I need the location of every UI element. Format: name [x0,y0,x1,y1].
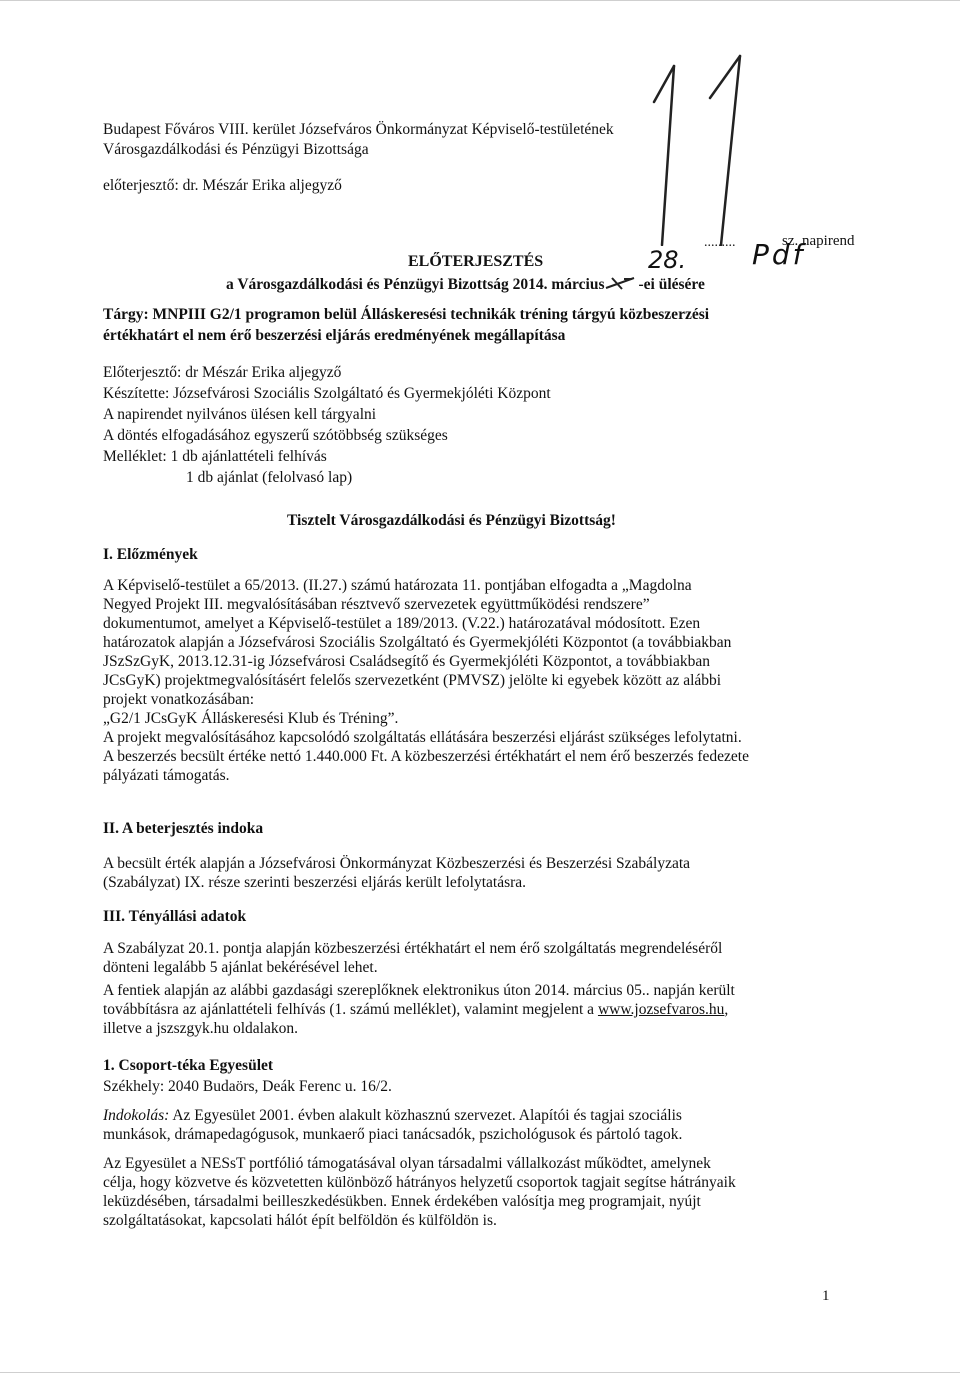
s1-line-3: dokumentumot, amelyet a Képviselő-testület a 189/2013. (V.22.) határozatával módosított. Ezen [103,615,701,632]
s1-line-4: határozatok alapján a Józsefvárosi Szociális Szolgáltató és Gyermekjóléti Központot (a továbbiakban [103,634,732,651]
s1-line-7: projekt vonatkozásában: [103,691,255,708]
napirend-label: sz. napirend [782,233,855,249]
bidder-1-reason [103,1106,841,1144]
bidder-1-desc-line-4: szolgáltatásokat, kapcsolati hálót épít belföldön és külföldön is. [103,1212,497,1229]
s2-line-1: A becsült érték alapján a Józsefvárosi Önkormányzat Közbeszerzési és Beszerzési Szabályzata [103,855,691,872]
meta-line-prepared: Készítette: Józsefvárosi Szociális Szolgáltató és Gyermekjóléti Központ [103,385,551,402]
meta-line-attachment-2: 1 db ajánlat (felolvasó lap) [186,469,353,486]
section-3-body-a [103,939,841,977]
section-3-title: III. Tényállási adatok [103,908,247,925]
bidder-1-reason-line-1 [103,1106,841,1125]
section-1-body [103,576,841,785]
jozsefvaros-link[interactable]: www.jozsefvaros.hu [597,1001,725,1018]
bidder-1-desc-line-3: leküzdésében, társadalmi beilleszkedésükben. Ennek érdekében valósítja meg programjait, nyújt [103,1193,701,1210]
meta-line-attachment: Melléklet: 1 db ajánlattételi felhívás [103,448,327,465]
document-title: ELŐTERJESZTÉS [408,253,544,270]
s1-line-6: JCsGyK) projektmegvalósításért felelős szervezetként (PMVSZ) jelölte ki egyebek között az alábbi [103,672,722,689]
greeting: Tisztelt Városgazdálkodási és Pénzügyi Bizottság! [287,512,616,529]
org-line-1: Budapest Főváros VIII. kerület Józsefváros Önkormányzat Képviselő-testületének [103,121,614,138]
subtitle-suffix: -ei ülésére [638,276,705,293]
bidder-1-desc-line-1: Az Egyesület a NESsT portfólió támogatásával olyan társadalmi vállalkozást működtet, amelynek [103,1155,711,1172]
handwritten-meeting-number: 28. [648,246,687,274]
s3-line-4-suffix: , [724,1001,729,1018]
document-subtitle [226,275,705,294]
s2-line-2: (Szabályzat) IX. része szerinti beszerzési eljárás került lefolytatásra. [103,874,527,891]
meta-line-presenter: Előterjesztő: dr Mészár Erika aljegyző [103,364,342,381]
s3-line-4-prefix: továbbításra az ajánlattételi felhívás (1. számú melléklet), valamint megjelent a [103,1001,598,1018]
handwritten-pdf-mark: Pdf [752,238,806,271]
presenter-line: előterjesztő: dr. Mészár Erika aljegyző [103,177,342,194]
section-2-body [103,854,841,892]
s3-line-1: A Szabályzat 20.1. pontja alapján közbeszerzési értékhatárt el nem érő szolgáltatás megrendeléséről [103,940,723,957]
reason-label: Indokolás: [103,1107,170,1124]
page-number: 1 [822,1288,830,1304]
section-2-title: II. A beterjesztés indoka [103,820,264,837]
s3-line-2: dönteni legalább 5 ajánlat bekérésével lehet. [103,959,378,976]
s1-line-1: A Képviselő-testület a 65/2013. (II.27.) számú határozata 11. pontjában elfogadta a „Magdolna [103,577,692,594]
bidder-1-title: 1. Csoport-téka Egyesület [103,1057,274,1074]
subject-line-2: értékhatárt el nem érő beszerzési eljárás eredményének megállapítása [103,327,566,344]
meta-line-majority: A döntés elfogadásához egyszerű szótöbbség szükséges [103,427,448,444]
scan-edge-bottom [0,1372,960,1373]
s1-line-5: JSzSzGyK, 2013.12.31-ig Józsefvárosi Családsegítő és Gyermekjóléti Központot, a továbbiakban [103,653,710,670]
napirend-dots: ......... [704,235,736,250]
scan-edge-top [0,0,960,1]
handwritten-strike-icon [604,275,638,291]
s1-line-10: A beszerzés becsült értéke nettó 1.440.000 Ft. A közbeszerzési értékhatárt el nem érő beszerzés fedezete [103,748,749,765]
bidder-1-description [103,1154,841,1230]
section-1-title: I. Előzmények [103,546,198,563]
s3-line-4 [103,1000,841,1019]
s3-line-5: illetve a jszszgyk.hu oldalakon. [103,1020,298,1037]
s1-line-9: A projekt megvalósításához kapcsolódó szolgáltatás ellátására beszerzési eljárást szükséges lefolytatni. [103,729,742,746]
s1-line-11: pályázati támogatás. [103,767,230,784]
section-3-body-b [103,981,841,1038]
meta-line-public: A napirendet nyilvános ülésen kell tárgyalni [103,406,377,423]
bidder-1-desc-line-2: célja, hogy közvetve és közvetetten különböző hátrányos helyzetű csoportok tagjait segítse hátrányaik [103,1174,736,1191]
subject-line-1: Tárgy: MNPIII G2/1 programon belül Álláskeresési technikák tréning tárgyú közbeszerzési [103,306,710,323]
bidder-1-address: Székhely: 2040 Budaörs, Deák Ferenc u. 16/2. [103,1078,392,1095]
bidder-1-reason-line-2: munkások, drámapedagógusok, munkaerő piaci tanácsadók, pszichológusok és pártoló tagok. [103,1126,683,1143]
subtitle-prefix: a Városgazdálkodási és Pénzügyi Bizottság 2014. március [226,276,605,293]
s1-line-2: Negyed Projekt III. megvalósításában résztvevő szervezetek együttműködési rendszere” [103,596,650,613]
org-line-2: Városgazdálkodási és Pénzügyi Bizottsága [103,141,369,158]
handwritten-number-mark [640,50,780,246]
s3-line-3: A fentiek alapján az alábbi gazdasági szereplőknek elektronikus úton 2014. március 05.. napján került [103,982,735,999]
s1-line-8: „G2/1 JCsGyK Álláskeresési Klub és Tréning”. [103,710,399,727]
reason-text-1: Az Egyesület 2001. évben alakult közhasznú szervezet. Alapítói és tagjai szociális [169,1107,682,1124]
